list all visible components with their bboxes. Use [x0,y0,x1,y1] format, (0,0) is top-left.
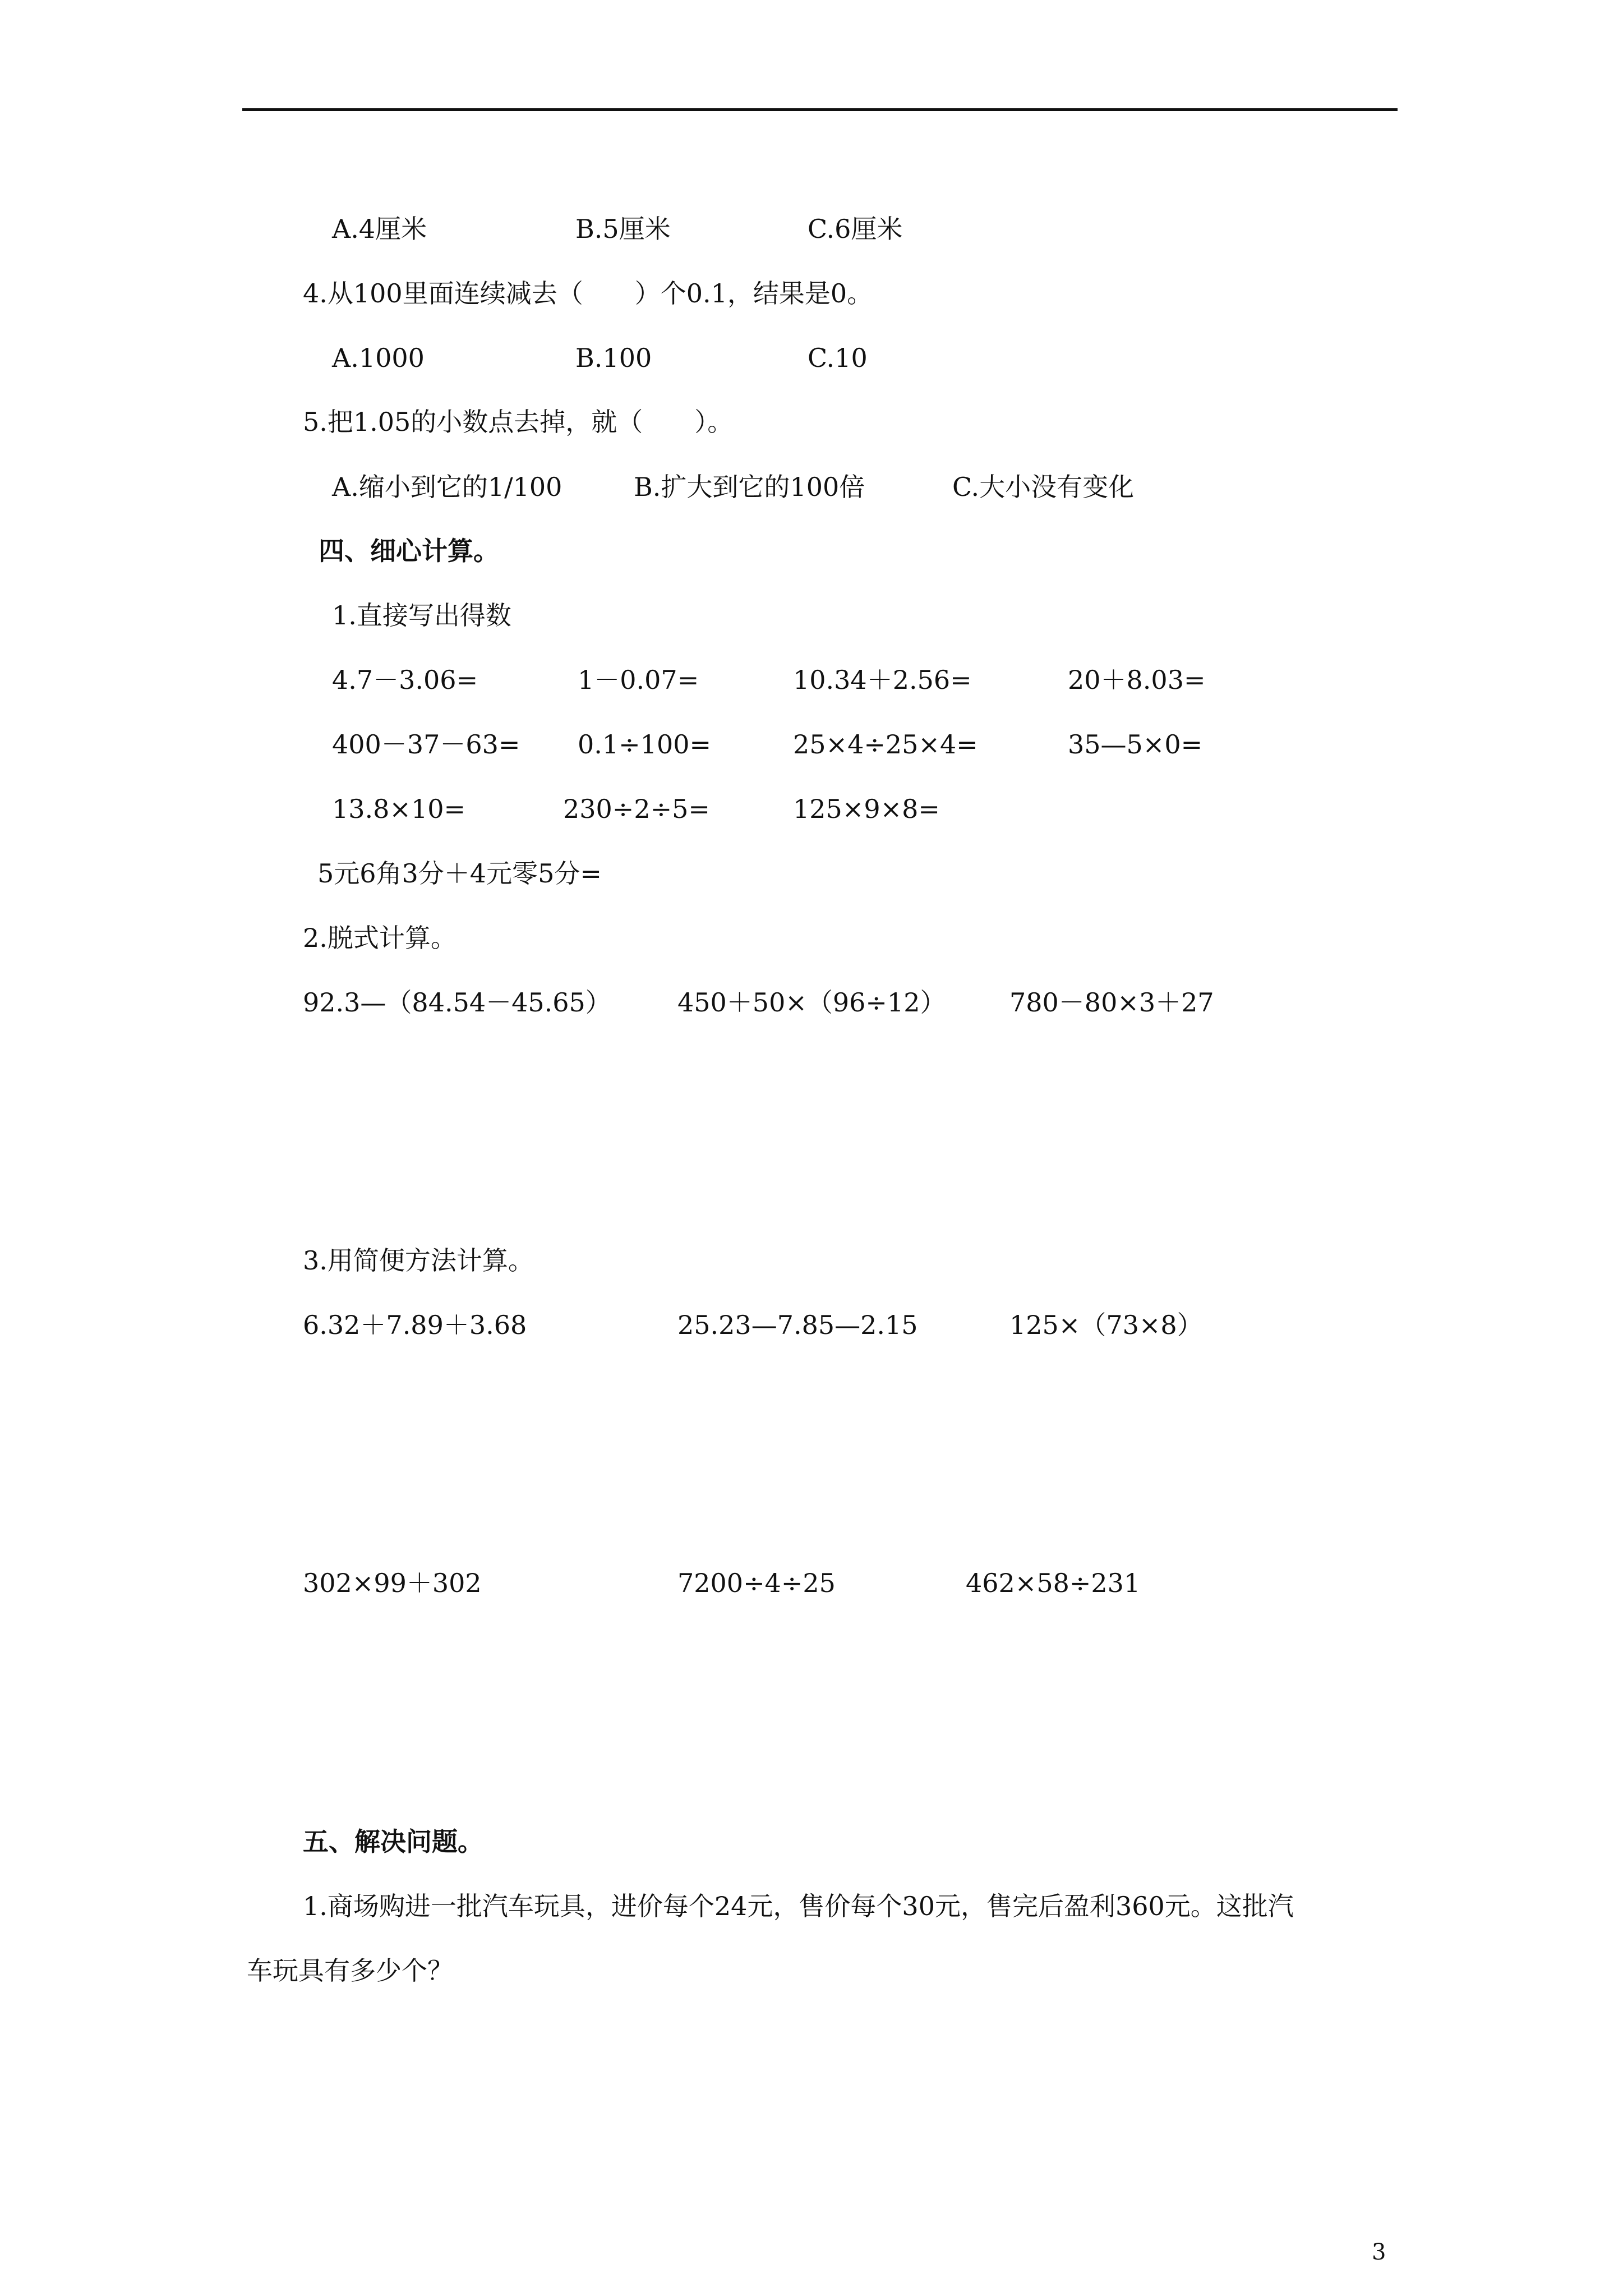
q3-option-c: C.6厘米 [808,214,903,244]
step-calc-2: 450＋50×（96÷12） [677,987,946,1018]
q4-stem: 4.从100里面连续减去（ ）个0.1，结果是0。 [303,278,873,309]
simple-calc-1-1: 6.32＋7.89＋3.68 [303,1310,527,1340]
step-calc-3: 780－80×3＋27 [1009,987,1214,1018]
oral-calc-2-3: 25×4÷25×4= [793,729,978,760]
q5-option-b: B.扩大到它的100倍 [634,472,865,502]
page-number: 3 [1372,2239,1386,2265]
q5-option-c: C.大小没有变化 [952,472,1135,502]
oral-calc-1-2: 1－0.07= [578,665,699,695]
oral-calc-2-1: 400－37－63= [332,729,520,760]
section4-part1-title: 1.直接写出得数 [332,600,511,631]
simple-calc-2-1: 302×99＋302 [303,1568,482,1598]
word-problem-1-line1: 1.商场购进一批汽车玩具，进价每个24元，售价每个30元，售完后盈利360元。这批汽 [303,1891,1294,1921]
q3-option-a: A.4厘米 [332,214,427,244]
section4-part3-title: 3.用简便方法计算。 [303,1245,534,1276]
simple-calc-2-2: 7200÷4÷25 [677,1568,836,1598]
word-problem-1-line2: 车玩具有多少个？ [247,1955,453,1986]
oral-calc-3-1: 13.8×10= [332,794,466,824]
q4-option-a: A.1000 [332,343,425,373]
header-rule [242,108,1398,111]
section4-title: 四、细心计算。 [319,536,499,566]
oral-calc-2-2: 0.1÷100= [578,729,712,760]
q4-option-b: B.100 [575,343,652,373]
oral-calc-4-1: 5元6角3分＋4元零5分= [317,858,602,889]
oral-calc-1-4: 20＋8.03= [1068,665,1206,695]
q4-option-c: C.10 [808,343,868,373]
simple-calc-1-2: 25.23—7.85—2.15 [677,1310,918,1340]
section4-part2-title: 2.脱式计算。 [303,923,457,953]
oral-calc-1-1: 4.7－3.06= [332,665,478,695]
simple-calc-1-3: 125×（73×8） [1009,1310,1203,1340]
simple-calc-2-3: 462×58÷231 [966,1568,1141,1598]
oral-calc-3-2: 230÷2÷5= [563,794,710,824]
oral-calc-3-3: 125×9×8= [793,794,940,824]
oral-calc-2-4: 35—5×0= [1068,729,1203,760]
q5-option-a: A.缩小到它的1/100 [332,472,562,502]
oral-calc-1-3: 10.34＋2.56= [793,665,972,695]
q3-option-b: B.5厘米 [575,214,671,244]
q5-stem: 5.把1.05的小数点去掉，就（ ）。 [303,407,734,437]
section5-title: 五、解决问题。 [303,1826,483,1857]
step-calc-1: 92.3—（84.54－45.65） [303,987,611,1018]
